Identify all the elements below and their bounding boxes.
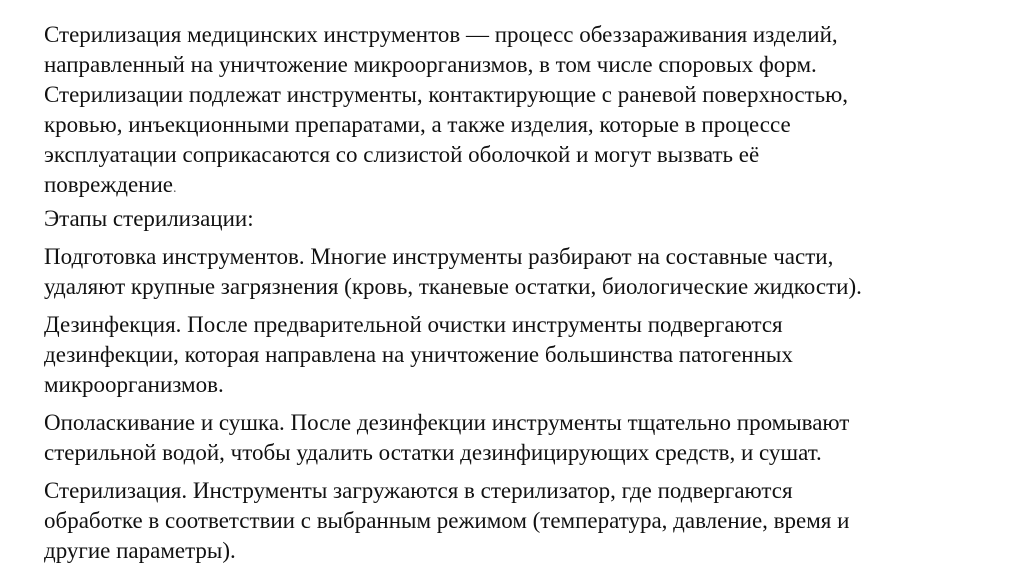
stage-rinsing-drying: Ополаскивание и сушка. После дезинфекции инструменты тщательно промывают стерильной водой, чтобы удалить остатки дезинфицирующих средств, и сушат.	[44, 410, 850, 465]
intro-paragraph	[44, 20, 994, 204]
stage-sterilization: Стерилизация. Инструменты загружаются в стерилизатор, где подвергаются обработке в соответствии с выбранным режимом (температура, давление, время и другие параметры).	[44, 478, 850, 563]
intro-text: Стерилизация медицинских инструментов — процесс обеззараживания изделий, направленный на уничтожение микроорганизмов, в том числе споровых форм. Стерилизации подлежат инструменты, контактирующие с раневой поверхностью, кровью, инъекционными препаратами, а также изделия, которые в процессе эксплуатации соприкасаются со слизистой оболочкой и могут вызвать её повреждение	[44, 22, 849, 197]
stages-list	[44, 242, 994, 566]
stage-disinfection: Дезинфекция. После предварительной очистки инструменты подвергаются дезинфекции, которая направлена на уничтожение большинства патогенных микроорганизмов.	[44, 312, 793, 397]
intro-end-mark: .	[173, 181, 177, 196]
stage-preparation: Подготовка инструментов. Многие инструменты разбирают на составные части, удаляют крупные загрязнения (кровь, тканевые остатки, биологические жидкости).	[44, 244, 862, 299]
stages-title: Этапы стерилизации:	[44, 206, 254, 231]
